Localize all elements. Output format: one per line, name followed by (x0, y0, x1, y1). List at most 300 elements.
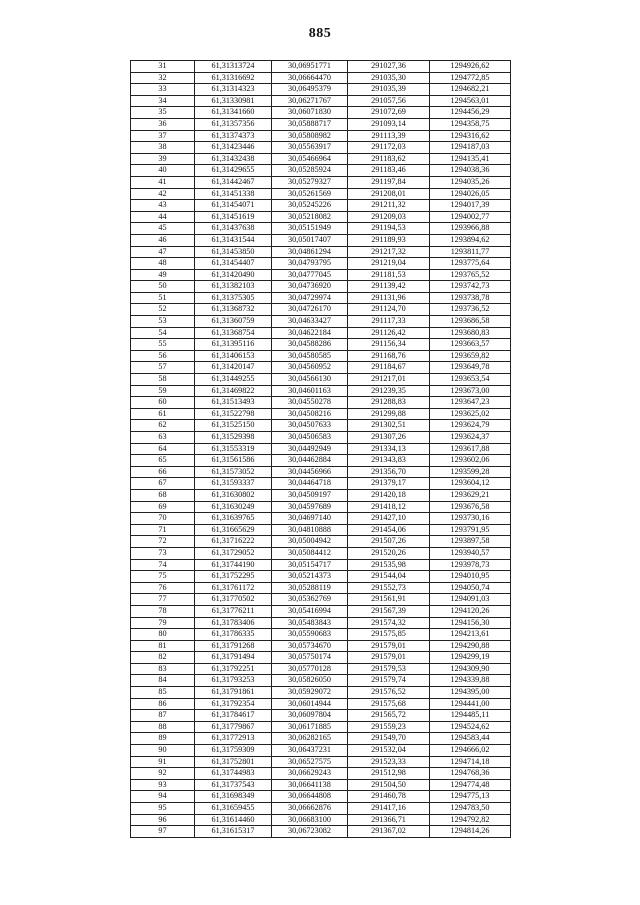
y-coordinate-cell: 1293599,28 (430, 466, 511, 478)
y-coordinate-cell: 1294299,19 (430, 652, 511, 664)
y-coordinate-cell: 1294316,62 (430, 130, 511, 142)
point-number-cell: 87 (131, 710, 195, 722)
point-number-cell: 94 (131, 791, 195, 803)
table-row (131, 466, 511, 478)
longitude-cell: 30,04550278 (272, 397, 348, 409)
x-coordinate-cell: 291454,06 (348, 524, 430, 536)
table-row (131, 211, 511, 223)
y-coordinate-cell: 1293775,64 (430, 258, 511, 270)
point-number-cell: 50 (131, 281, 195, 293)
latitude-cell: 61,31639765 (195, 513, 272, 525)
point-number-cell: 48 (131, 258, 195, 270)
longitude-cell: 30,05590683 (272, 629, 348, 641)
table-row (131, 814, 511, 826)
longitude-cell: 30,05563917 (272, 142, 348, 154)
latitude-cell: 61,31614460 (195, 814, 272, 826)
y-coordinate-cell: 1294120,26 (430, 605, 511, 617)
x-coordinate-cell: 291460,78 (348, 791, 430, 803)
table-row (131, 582, 511, 594)
latitude-cell: 61,31630249 (195, 501, 272, 513)
x-coordinate-cell: 291299,88 (348, 408, 430, 420)
y-coordinate-cell: 1293649,78 (430, 362, 511, 374)
table-row (131, 617, 511, 629)
table-row (131, 188, 511, 200)
x-coordinate-cell: 291194,53 (348, 223, 430, 235)
point-number-cell: 79 (131, 617, 195, 629)
table-row (131, 385, 511, 397)
latitude-cell: 61,31752295 (195, 571, 272, 583)
longitude-cell: 30,05734670 (272, 640, 348, 652)
table-row (131, 501, 511, 513)
point-number-cell: 80 (131, 629, 195, 641)
table-row (131, 420, 511, 432)
coordinates-table-container (130, 60, 510, 838)
latitude-cell: 61,31776211 (195, 605, 272, 617)
table-row (131, 95, 511, 107)
point-number-cell: 83 (131, 663, 195, 675)
y-coordinate-cell: 1294135,41 (430, 153, 511, 165)
point-number-cell: 64 (131, 443, 195, 455)
table-row (131, 327, 511, 339)
table-row (131, 524, 511, 536)
longitude-cell: 30,04588286 (272, 339, 348, 351)
longitude-cell: 30,05362769 (272, 594, 348, 606)
x-coordinate-cell: 291523,33 (348, 756, 430, 768)
y-coordinate-cell: 1293966,88 (430, 223, 511, 235)
y-coordinate-cell: 1294187,03 (430, 142, 511, 154)
latitude-cell: 61,31453850 (195, 246, 272, 258)
x-coordinate-cell: 291579,74 (348, 675, 430, 687)
table-row (131, 374, 511, 386)
longitude-cell: 30,06527575 (272, 756, 348, 768)
x-coordinate-cell: 291579,53 (348, 663, 430, 675)
longitude-cell: 30,04726170 (272, 304, 348, 316)
latitude-cell: 61,31792354 (195, 698, 272, 710)
x-coordinate-cell: 291035,30 (348, 72, 430, 84)
latitude-cell: 61,31792251 (195, 663, 272, 675)
latitude-cell: 61,31432438 (195, 153, 272, 165)
x-coordinate-cell: 291575,85 (348, 629, 430, 641)
point-number-cell: 60 (131, 397, 195, 409)
table-row (131, 107, 511, 119)
latitude-cell: 61,31314323 (195, 84, 272, 96)
y-coordinate-cell: 1293624,79 (430, 420, 511, 432)
longitude-cell: 30,04777045 (272, 269, 348, 281)
table-row (131, 721, 511, 733)
y-coordinate-cell: 1294038,36 (430, 165, 511, 177)
y-coordinate-cell: 1294035,26 (430, 176, 511, 188)
latitude-cell: 61,31406153 (195, 350, 272, 362)
table-row (131, 61, 511, 73)
point-number-cell: 55 (131, 339, 195, 351)
longitude-cell: 30,04566130 (272, 374, 348, 386)
table-row (131, 803, 511, 815)
y-coordinate-cell: 1293894,62 (430, 234, 511, 246)
x-coordinate-cell: 291307,26 (348, 432, 430, 444)
point-number-cell: 93 (131, 779, 195, 791)
coordinates-table (130, 60, 511, 838)
latitude-cell: 61,31395116 (195, 339, 272, 351)
latitude-cell: 61,31770502 (195, 594, 272, 606)
x-coordinate-cell: 291302,51 (348, 420, 430, 432)
x-coordinate-cell: 291113,39 (348, 130, 430, 142)
latitude-cell: 61,31759309 (195, 745, 272, 757)
x-coordinate-cell: 291356,70 (348, 466, 430, 478)
latitude-cell: 61,31375305 (195, 292, 272, 304)
point-number-cell: 43 (131, 200, 195, 212)
latitude-cell: 61,31437638 (195, 223, 272, 235)
y-coordinate-cell: 1293686,58 (430, 316, 511, 328)
y-coordinate-cell: 1294666,02 (430, 745, 511, 757)
x-coordinate-cell: 291072,69 (348, 107, 430, 119)
table-row (131, 281, 511, 293)
point-number-cell: 77 (131, 594, 195, 606)
table-row (131, 200, 511, 212)
table-row (131, 826, 511, 838)
y-coordinate-cell: 1294026,05 (430, 188, 511, 200)
longitude-cell: 30,06282165 (272, 733, 348, 745)
x-coordinate-cell: 291126,42 (348, 327, 430, 339)
latitude-cell: 61,31665629 (195, 524, 272, 536)
y-coordinate-cell: 1294091,03 (430, 594, 511, 606)
table-row (131, 142, 511, 154)
point-number-cell: 76 (131, 582, 195, 594)
point-number-cell: 38 (131, 142, 195, 154)
x-coordinate-cell: 291211,32 (348, 200, 430, 212)
point-number-cell: 65 (131, 455, 195, 467)
longitude-cell: 30,04597689 (272, 501, 348, 513)
latitude-cell: 61,31420147 (195, 362, 272, 374)
table-row (131, 455, 511, 467)
longitude-cell: 30,04810888 (272, 524, 348, 536)
x-coordinate-cell: 291427,10 (348, 513, 430, 525)
y-coordinate-cell: 1293765,52 (430, 269, 511, 281)
latitude-cell: 61,31729052 (195, 547, 272, 559)
point-number-cell: 40 (131, 165, 195, 177)
latitude-cell: 61,31752801 (195, 756, 272, 768)
y-coordinate-cell: 1293602,06 (430, 455, 511, 467)
point-number-cell: 88 (131, 721, 195, 733)
point-number-cell: 92 (131, 768, 195, 780)
table-row (131, 745, 511, 757)
longitude-cell: 30,05004942 (272, 536, 348, 548)
x-coordinate-cell: 291575,68 (348, 698, 430, 710)
x-coordinate-cell: 291565,72 (348, 710, 430, 722)
point-number-cell: 95 (131, 803, 195, 815)
latitude-cell: 61,31429655 (195, 165, 272, 177)
x-coordinate-cell: 291093,14 (348, 118, 430, 130)
x-coordinate-cell: 291366,71 (348, 814, 430, 826)
point-number-cell: 81 (131, 640, 195, 652)
longitude-cell: 30,04793795 (272, 258, 348, 270)
longitude-cell: 30,04456966 (272, 466, 348, 478)
table-row (131, 292, 511, 304)
table-row (131, 675, 511, 687)
y-coordinate-cell: 1294783,50 (430, 803, 511, 815)
table-row (131, 165, 511, 177)
longitude-cell: 30,06683100 (272, 814, 348, 826)
page-number: 885 (308, 26, 332, 41)
y-coordinate-cell: 1293653,54 (430, 374, 511, 386)
y-coordinate-cell: 1294774,48 (430, 779, 511, 791)
table-row (131, 339, 511, 351)
table-row (131, 756, 511, 768)
longitude-cell: 30,04509197 (272, 489, 348, 501)
latitude-cell: 61,31737543 (195, 779, 272, 791)
y-coordinate-cell: 1293676,58 (430, 501, 511, 513)
latitude-cell: 61,31561586 (195, 455, 272, 467)
longitude-cell: 30,04729974 (272, 292, 348, 304)
longitude-cell: 30,05288119 (272, 582, 348, 594)
y-coordinate-cell: 1294456,29 (430, 107, 511, 119)
x-coordinate-cell: 291532,04 (348, 745, 430, 757)
table-row (131, 547, 511, 559)
x-coordinate-cell: 291544,04 (348, 571, 430, 583)
latitude-cell: 61,31615317 (195, 826, 272, 838)
y-coordinate-cell: 1294772,85 (430, 72, 511, 84)
table-row (131, 234, 511, 246)
x-coordinate-cell: 291139,42 (348, 281, 430, 293)
y-coordinate-cell: 1294926,62 (430, 61, 511, 73)
longitude-cell: 30,06271767 (272, 95, 348, 107)
x-coordinate-cell: 291217,32 (348, 246, 430, 258)
x-coordinate-cell: 291124,70 (348, 304, 430, 316)
point-number-cell: 70 (131, 513, 195, 525)
latitude-cell: 61,31772913 (195, 733, 272, 745)
y-coordinate-cell: 1293629,21 (430, 489, 511, 501)
point-number-cell: 84 (131, 675, 195, 687)
x-coordinate-cell: 291559,23 (348, 721, 430, 733)
longitude-cell: 30,05285924 (272, 165, 348, 177)
longitude-cell: 30,05279327 (272, 176, 348, 188)
point-number-cell: 53 (131, 316, 195, 328)
x-coordinate-cell: 291418,12 (348, 501, 430, 513)
latitude-cell: 61,31374373 (195, 130, 272, 142)
point-number-cell: 51 (131, 292, 195, 304)
latitude-cell: 61,31593337 (195, 478, 272, 490)
y-coordinate-cell: 1293624,37 (430, 432, 511, 444)
y-coordinate-cell: 1294339,88 (430, 675, 511, 687)
x-coordinate-cell: 291156,34 (348, 339, 430, 351)
latitude-cell: 61,31316692 (195, 72, 272, 84)
longitude-cell: 30,05261569 (272, 188, 348, 200)
latitude-cell: 61,31784617 (195, 710, 272, 722)
table-row (131, 779, 511, 791)
y-coordinate-cell: 1294290,88 (430, 640, 511, 652)
x-coordinate-cell: 291057,56 (348, 95, 430, 107)
longitude-cell: 30,04580585 (272, 350, 348, 362)
latitude-cell: 61,31786335 (195, 629, 272, 641)
y-coordinate-cell: 1293659,82 (430, 350, 511, 362)
y-coordinate-cell: 1294524,62 (430, 721, 511, 733)
longitude-cell: 30,06495379 (272, 84, 348, 96)
longitude-cell: 30,05808982 (272, 130, 348, 142)
longitude-cell: 30,04861294 (272, 246, 348, 258)
point-number-cell: 36 (131, 118, 195, 130)
table-row (131, 153, 511, 165)
x-coordinate-cell: 291189,93 (348, 234, 430, 246)
x-coordinate-cell: 291535,98 (348, 559, 430, 571)
longitude-cell: 30,05154717 (272, 559, 348, 571)
y-coordinate-cell: 1294485,11 (430, 710, 511, 722)
latitude-cell: 61,31382103 (195, 281, 272, 293)
point-number-cell: 37 (131, 130, 195, 142)
longitude-cell: 30,05416994 (272, 605, 348, 617)
point-number-cell: 71 (131, 524, 195, 536)
point-number-cell: 31 (131, 61, 195, 73)
longitude-cell: 30,04601163 (272, 385, 348, 397)
table-row (131, 652, 511, 664)
x-coordinate-cell: 291512,98 (348, 768, 430, 780)
table-row (131, 246, 511, 258)
point-number-cell: 68 (131, 489, 195, 501)
latitude-cell: 61,31793253 (195, 675, 272, 687)
latitude-cell: 61,31469822 (195, 385, 272, 397)
longitude-cell: 30,05245226 (272, 200, 348, 212)
y-coordinate-cell: 1294583,44 (430, 733, 511, 745)
longitude-cell: 30,05151949 (272, 223, 348, 235)
point-number-cell: 32 (131, 72, 195, 84)
y-coordinate-cell: 1294814,26 (430, 826, 511, 838)
longitude-cell: 30,04736920 (272, 281, 348, 293)
longitude-cell: 30,06664470 (272, 72, 348, 84)
latitude-cell: 61,31423446 (195, 142, 272, 154)
table-row (131, 559, 511, 571)
x-coordinate-cell: 291343,83 (348, 455, 430, 467)
latitude-cell: 61,31659455 (195, 803, 272, 815)
longitude-cell: 30,05084412 (272, 547, 348, 559)
y-coordinate-cell: 1294682,21 (430, 84, 511, 96)
latitude-cell: 61,31791268 (195, 640, 272, 652)
point-number-cell: 75 (131, 571, 195, 583)
point-number-cell: 57 (131, 362, 195, 374)
y-coordinate-cell: 1294213,61 (430, 629, 511, 641)
table-row (131, 710, 511, 722)
longitude-cell: 30,05750174 (272, 652, 348, 664)
latitude-cell: 61,31357356 (195, 118, 272, 130)
point-number-cell: 54 (131, 327, 195, 339)
x-coordinate-cell: 291208,01 (348, 188, 430, 200)
table-row (131, 489, 511, 501)
table-row (131, 768, 511, 780)
x-coordinate-cell: 291574,32 (348, 617, 430, 629)
table-row (131, 687, 511, 699)
longitude-cell: 30,06641138 (272, 779, 348, 791)
x-coordinate-cell: 291579,01 (348, 652, 430, 664)
latitude-cell: 61,31630802 (195, 489, 272, 501)
x-coordinate-cell: 291552,73 (348, 582, 430, 594)
table-row (131, 791, 511, 803)
x-coordinate-cell: 291379,17 (348, 478, 430, 490)
latitude-cell: 61,31330981 (195, 95, 272, 107)
longitude-cell: 30,05218082 (272, 211, 348, 223)
latitude-cell: 61,31513493 (195, 397, 272, 409)
y-coordinate-cell: 1293742,73 (430, 281, 511, 293)
x-coordinate-cell: 291197,84 (348, 176, 430, 188)
longitude-cell: 30,04492949 (272, 443, 348, 455)
table-row (131, 408, 511, 420)
point-number-cell: 72 (131, 536, 195, 548)
x-coordinate-cell: 291035,39 (348, 84, 430, 96)
y-coordinate-cell: 1293647,23 (430, 397, 511, 409)
longitude-cell: 30,04697140 (272, 513, 348, 525)
latitude-cell: 61,31783406 (195, 617, 272, 629)
point-number-cell: 34 (131, 95, 195, 107)
table-row (131, 118, 511, 130)
y-coordinate-cell: 1294775,13 (430, 791, 511, 803)
table-row (131, 663, 511, 675)
y-coordinate-cell: 1294017,39 (430, 200, 511, 212)
latitude-cell: 61,31779867 (195, 721, 272, 733)
latitude-cell: 61,31420490 (195, 269, 272, 281)
longitude-cell: 30,04560952 (272, 362, 348, 374)
table-row (131, 130, 511, 142)
longitude-cell: 30,05483843 (272, 617, 348, 629)
y-coordinate-cell: 1294358,75 (430, 118, 511, 130)
latitude-cell: 61,31341660 (195, 107, 272, 119)
point-number-cell: 49 (131, 269, 195, 281)
point-number-cell: 47 (131, 246, 195, 258)
table-row (131, 513, 511, 525)
x-coordinate-cell: 291367,02 (348, 826, 430, 838)
y-coordinate-cell: 1294714,18 (430, 756, 511, 768)
longitude-cell: 30,05770128 (272, 663, 348, 675)
y-coordinate-cell: 1294395,00 (430, 687, 511, 699)
latitude-cell: 61,31744190 (195, 559, 272, 571)
y-coordinate-cell: 1293736,52 (430, 304, 511, 316)
x-coordinate-cell: 291579,01 (348, 640, 430, 652)
y-coordinate-cell: 1293604,12 (430, 478, 511, 490)
y-coordinate-cell: 1293738,78 (430, 292, 511, 304)
point-number-cell: 41 (131, 176, 195, 188)
longitude-cell: 30,06071830 (272, 107, 348, 119)
latitude-cell: 61,31716222 (195, 536, 272, 548)
point-number-cell: 89 (131, 733, 195, 745)
point-number-cell: 85 (131, 687, 195, 699)
table-row (131, 594, 511, 606)
longitude-cell: 30,05466964 (272, 153, 348, 165)
x-coordinate-cell: 291131,96 (348, 292, 430, 304)
latitude-cell: 61,31368732 (195, 304, 272, 316)
x-coordinate-cell: 291334,13 (348, 443, 430, 455)
point-number-cell: 78 (131, 605, 195, 617)
latitude-cell: 61,31431544 (195, 234, 272, 246)
longitude-cell: 30,06097804 (272, 710, 348, 722)
table-row (131, 629, 511, 641)
point-number-cell: 62 (131, 420, 195, 432)
longitude-cell: 30,06662876 (272, 803, 348, 815)
point-number-cell: 90 (131, 745, 195, 757)
longitude-cell: 30,06644808 (272, 791, 348, 803)
x-coordinate-cell: 291417,16 (348, 803, 430, 815)
x-coordinate-cell: 291168,76 (348, 350, 430, 362)
table-row (131, 350, 511, 362)
table-row (131, 698, 511, 710)
longitude-cell: 30,04462884 (272, 455, 348, 467)
point-number-cell: 33 (131, 84, 195, 96)
x-coordinate-cell: 291576,52 (348, 687, 430, 699)
point-number-cell: 74 (131, 559, 195, 571)
point-number-cell: 46 (131, 234, 195, 246)
point-number-cell: 59 (131, 385, 195, 397)
x-coordinate-cell: 291239,35 (348, 385, 430, 397)
y-coordinate-cell: 1294441,00 (430, 698, 511, 710)
x-coordinate-cell: 291219,04 (348, 258, 430, 270)
table-row (131, 571, 511, 583)
point-number-cell: 67 (131, 478, 195, 490)
table-row (131, 362, 511, 374)
longitude-cell: 30,04507633 (272, 420, 348, 432)
